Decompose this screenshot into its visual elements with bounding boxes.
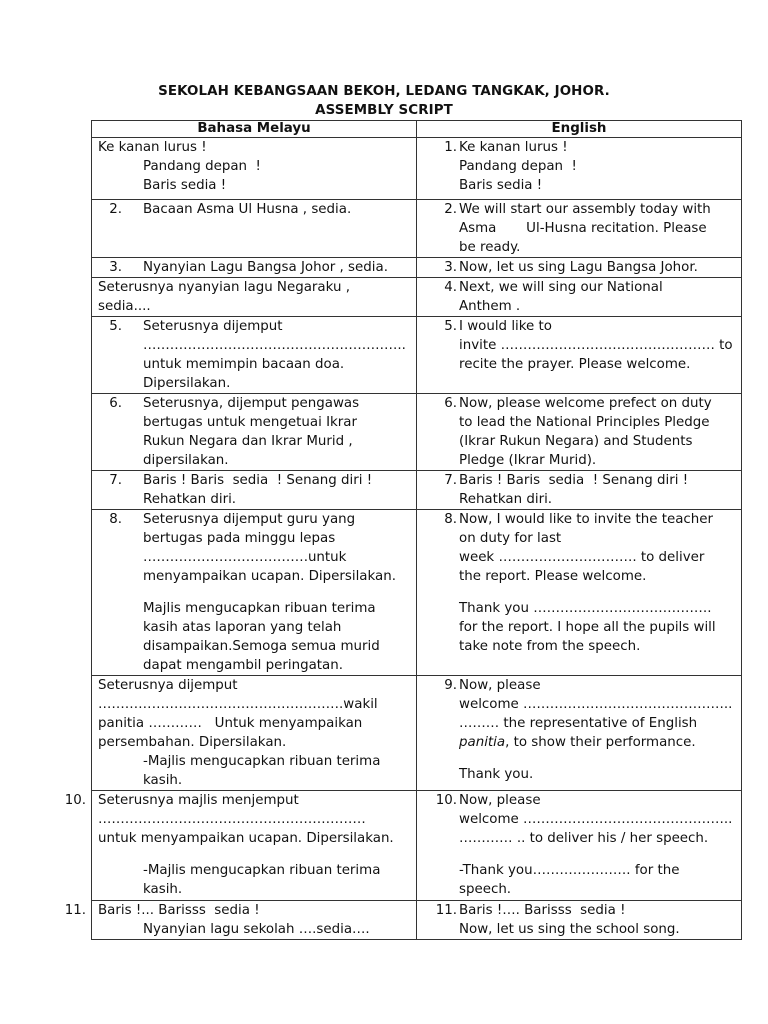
english-text-line: Now, let us sing the school song. (459, 922, 680, 937)
malay-text-line: Nyanyian lagu sekolah ….sedia…. (143, 922, 370, 937)
english-text-line: take note from the speech. (459, 639, 641, 654)
malay-text-line: Ke kanan lurus ! (98, 140, 207, 155)
malay-text-line: Pandang depan ! (143, 159, 261, 174)
english-text-line: I would like to (459, 319, 552, 334)
english-text-line: Now, please (459, 678, 541, 693)
english-text-line: Now, please (459, 793, 541, 808)
school-name: SEKOLAH KEBANGSAAN BEKOH, LEDANG TANGKAK, JOHOR. (158, 84, 610, 99)
english-text-line: Anthem . (459, 299, 521, 314)
malay-text-line: ………………………………………………….. (143, 338, 406, 353)
malay-text-line: -Majlis mengucapkan ribuan terima (143, 863, 381, 878)
row-number: 10. (64, 793, 86, 808)
english-cell (417, 676, 742, 791)
english-text-line: ……… the representative of English (459, 716, 698, 731)
english-cell (417, 510, 742, 676)
malay-text-line: …………………………………………………… (98, 812, 366, 827)
english-cell (417, 901, 742, 940)
malay-text-line: disampaikan.Semoga semua murid (143, 639, 380, 654)
malay-text-line: Baris ! Baris sedia ! Senang diri ! (143, 473, 373, 488)
malay-cell (92, 676, 417, 791)
malay-text-line: bertugas untuk mengetuai Ikrar (143, 415, 357, 430)
english-cell (417, 317, 742, 394)
item-number: 2. (444, 202, 457, 217)
malay-cell (92, 138, 417, 200)
table-row (92, 394, 742, 471)
malay-cell (92, 317, 417, 394)
english-cell (417, 278, 742, 317)
english-text-line: Baris sedia ! (459, 178, 543, 193)
english-text-line: Rehatkan diri. (459, 492, 553, 507)
document-title: ASSEMBLY SCRIPT (315, 103, 453, 118)
malay-text-line: kasih. (143, 773, 183, 788)
malay-text-line: sedia.... (98, 299, 151, 314)
malay-cell (64, 791, 417, 901)
table-row (92, 471, 742, 510)
english-text-line: recite the prayer. Please welcome. (459, 357, 691, 372)
malay-text-line: untuk memimpin bacaan doa. (143, 357, 345, 372)
table-row (92, 278, 742, 317)
english-text-line: week …………………………. to deliver (459, 550, 705, 565)
table-row (92, 676, 742, 791)
english-cell (417, 258, 742, 278)
malay-cell (92, 278, 417, 317)
item-number: 8. (109, 512, 122, 527)
malay-text-line: kasih. (143, 882, 183, 897)
row-number: 11. (64, 903, 86, 918)
column-header-malay: Bahasa Melayu (92, 121, 417, 138)
malay-text-line: persembahan. Dipersilakan. (98, 735, 287, 750)
item-number: 10. (435, 793, 457, 808)
english-text-line: Baris ! Baris sedia ! Senang diri ! (459, 473, 689, 488)
malay-text-line: kasih atas laporan yang telah (143, 620, 342, 635)
malay-cell (92, 471, 417, 510)
english-text-line: ………… .. to deliver his / her speech. (459, 831, 709, 846)
english-cell (417, 138, 742, 200)
english-text-line: for the report. I hope all the pupils will (459, 620, 716, 635)
table-row (92, 138, 742, 200)
english-cell (417, 791, 742, 901)
table-body (64, 138, 742, 940)
english-text-line: Thank you …………………………………. (459, 601, 712, 616)
item-number: 9. (444, 678, 457, 693)
malay-text-line: panitia ………… Untuk menyampaikan (98, 716, 363, 731)
malay-text-line: Baris sedia ! (143, 178, 227, 193)
english-text-line: speech. (459, 882, 512, 897)
malay-text-line: -Majlis mengucapkan ribuan terima (143, 754, 381, 769)
table-row (92, 791, 742, 901)
english-text-line: Pandang depan ! (459, 159, 577, 174)
english-text-line: be ready. (459, 240, 521, 255)
malay-text-line: Majlis mengucapkan ribuan terima (143, 601, 376, 616)
english-text-line: the report. Please welcome. (459, 569, 647, 584)
english-text-line: Now, please welcome prefect on duty (459, 396, 712, 411)
malay-text-line: Seterusnya nyanyian lagu Negaraku , (98, 280, 350, 295)
english-text-line: panitia, to show their performance. (459, 735, 696, 750)
english-text-line: Now, let us sing Lagu Bangsa Johor. (459, 260, 698, 275)
item-number: 6. (444, 396, 457, 411)
item-number: 8. (444, 512, 457, 527)
malay-text-line: ……………………………….untuk (143, 550, 347, 565)
table-row (92, 510, 742, 676)
malay-text-line: Rukun Negara dan Ikrar Murid , (143, 434, 353, 449)
item-number: 3. (109, 260, 122, 275)
malay-text-line: Nyanyian Lagu Bangsa Johor , sedia. (143, 260, 388, 275)
english-text-line: -Thank you…………………. for the (459, 863, 680, 878)
table-header-row (92, 121, 742, 138)
item-number: 7. (444, 473, 457, 488)
english-cell (417, 471, 742, 510)
english-text-line: invite ………………………………………… to (459, 338, 733, 353)
item-number: 6. (109, 396, 122, 411)
english-text-line: on duty for last (459, 531, 562, 546)
item-number: 5. (444, 319, 457, 334)
item-number: 11. (435, 903, 457, 918)
english-cell (417, 200, 742, 258)
english-text-line: Baris !…. Barisss sedia ! (459, 903, 626, 918)
malay-text-line: Seterusnya dijemput (98, 678, 238, 693)
english-text-line: welcome ……………………………………….. (459, 697, 733, 712)
malay-cell (92, 510, 417, 676)
malay-text-line: Seterusnya, dijemput pengawas (143, 396, 360, 411)
english-text-line: Asma Ul-Husna recitation. Please (459, 221, 707, 236)
english-text-line: Now, I would like to invite the teacher (459, 512, 714, 527)
english-text-line: Ke kanan lurus ! (459, 140, 568, 155)
malay-text-line: Baris !... Barisss sedia ! (98, 903, 260, 918)
malay-text-line: Rehatkan diri. (143, 492, 237, 507)
item-number: 4. (444, 280, 457, 295)
item-number: 2. (109, 202, 122, 217)
malay-text-line: Seterusnya majlis menjemput (98, 793, 299, 808)
item-number: 5. (109, 319, 122, 334)
column-header-english: English (417, 121, 742, 138)
malay-text-line: ……………………………………………….wakil (98, 697, 378, 712)
english-text-line: Thank you. (459, 767, 534, 782)
item-number: 7. (109, 473, 122, 488)
english-text-line: to lead the National Principles Pledge (459, 415, 710, 430)
malay-text-line: bertugas pada minggu lepas (143, 531, 336, 546)
table-row (92, 901, 742, 940)
table-row (92, 317, 742, 394)
english-text-line: welcome ……………………………………….. (459, 812, 733, 827)
malay-text-line: untuk menyampaikan ucapan. Dipersilakan. (98, 831, 394, 846)
malay-cell (92, 394, 417, 471)
malay-cell (92, 200, 417, 258)
malay-cell (64, 901, 417, 940)
item-number: 1. (444, 140, 457, 155)
malay-text-line: Seterusnya dijemput (143, 319, 283, 334)
table-row (92, 200, 742, 258)
malay-text-line: Dipersilakan. (143, 376, 231, 391)
item-number: 3. (444, 260, 457, 275)
english-cell (417, 394, 742, 471)
malay-text-line: Bacaan Asma Ul Husna , sedia. (143, 202, 352, 217)
table-row (92, 258, 742, 278)
malay-cell (92, 258, 417, 278)
english-text-line: (Ikrar Rukun Negara) and Students (459, 434, 693, 449)
malay-text-line: Seterusnya dijemput guru yang (143, 512, 356, 527)
malay-text-line: dipersilakan. (143, 453, 229, 468)
english-text-line: We will start our assembly today with (459, 202, 711, 217)
assembly-script-table (64, 120, 742, 940)
malay-text-line: menyampaikan ucapan. Dipersilakan. (143, 569, 396, 584)
english-text-line: Next, we will sing our National (459, 280, 663, 295)
malay-text-line: dapat mengambil peringatan. (143, 658, 343, 673)
english-text-line: Pledge (Ikrar Murid). (459, 453, 597, 468)
